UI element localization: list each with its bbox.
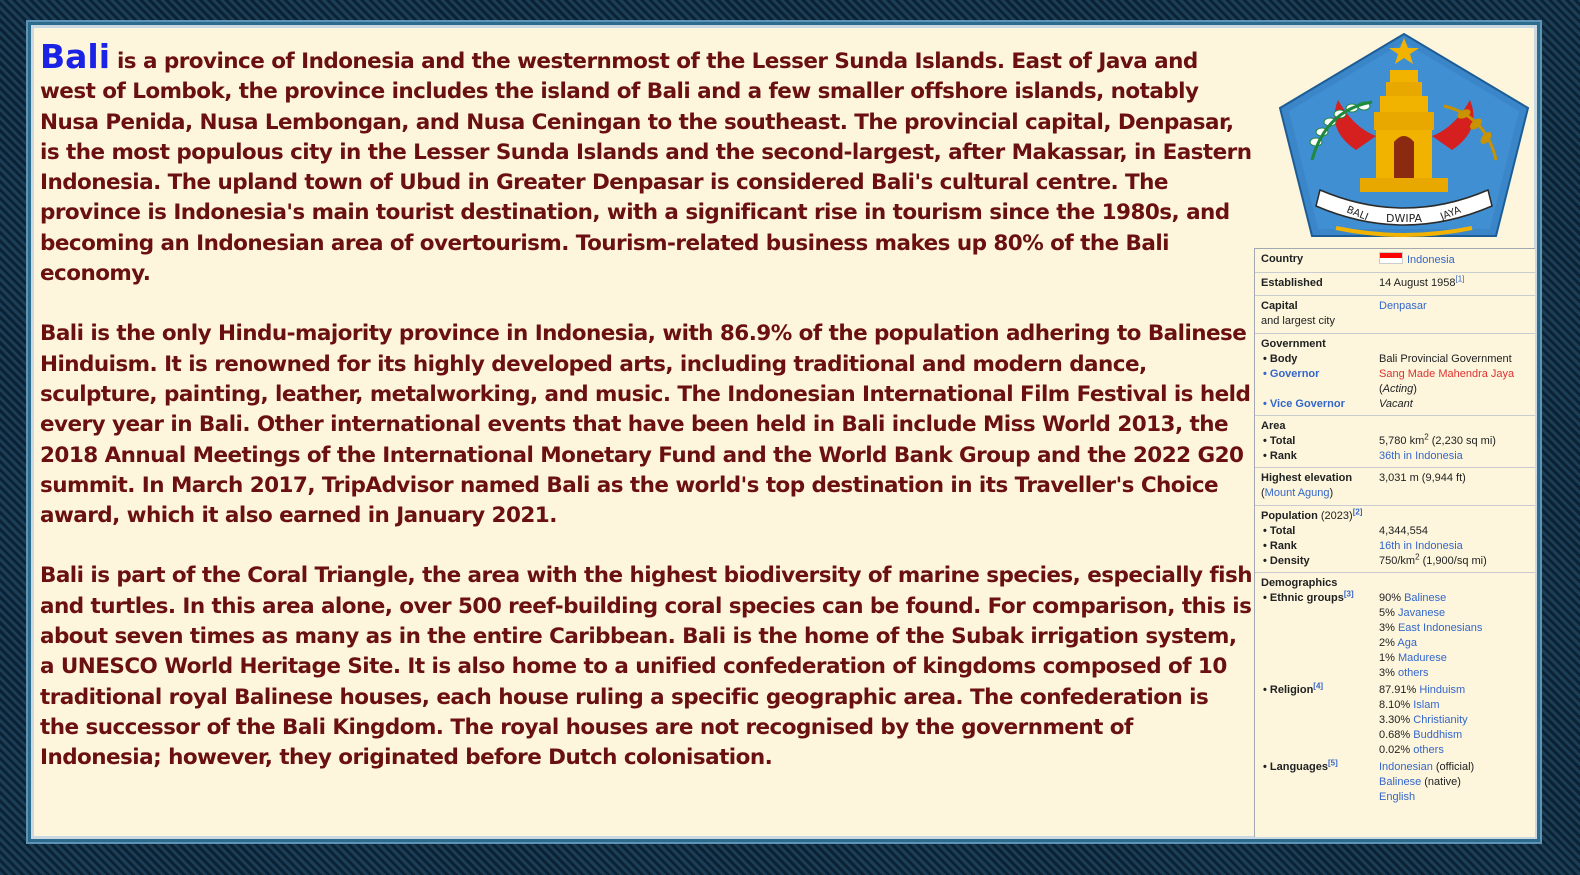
religion-link[interactable]: Hinduism (1419, 684, 1466, 696)
area-total-sup: 2 (1424, 432, 1429, 442)
country-label: Country (1261, 253, 1304, 265)
vice-governor-value: Vacant (1379, 398, 1413, 410)
infobox-group-government: Government • Body Bali Provincial Government • Governor Sang Made Mahendra Jaya (Acting) • Vice Governor Vacant (1255, 334, 1535, 416)
list-item: 2% Aga (1379, 637, 1417, 649)
list-item: 3% East Indonesians (1379, 622, 1483, 634)
ethnic-groups-list (1379, 591, 1535, 681)
area-header: Area (1261, 420, 1286, 432)
list-item: 3% others (1379, 667, 1429, 679)
area-rank-label: • Rank (1263, 450, 1297, 462)
paragraph-intro (40, 37, 1252, 289)
body-value: Bali Provincial Government (1379, 353, 1512, 365)
article-body (40, 37, 1253, 804)
religion-link[interactable]: others (1413, 744, 1444, 756)
list-item: 0.02% others (1379, 744, 1444, 756)
paragraph-biodiversity: Bali is part of the Coral Triangle, the area with the highest biodiversity of marine species, especially fish and turtles. In this area alone, over 500 reef-building coral species can be found. For comparison, this is about seven times as many as in the entire Caribbean. Bali is the home of the Subak irrigation system, a UNESCO World Heritage Site. It is also home to a unified confederation of kingdoms composed of 10 traditional royal Balinese houses, each house ruling a specific geographic area. The confederation is the successor of the Bali Kingdom. The royal houses are not recognised by the government of Indonesia; however, they originated before Dutch colonisation. (40, 563, 1253, 771)
infobox-group-demographics (1255, 573, 1535, 808)
area-total-label: • Total (1263, 435, 1296, 447)
list-item: 5% Javanese (1379, 607, 1446, 619)
list-item: 87.91% Hinduism (1379, 684, 1466, 696)
established-label: Established (1261, 277, 1323, 289)
population-year: (2023) (1317, 510, 1353, 522)
religion-list (1379, 683, 1535, 758)
elevation-label: Highest elevation (1261, 472, 1353, 484)
paragraph-intro-text: is a province of Indonesia and the westernmost of the Lesser Sunda Islands. East of Java and west of Lombok, the province includes the island of Bali and a few smaller offshore islands, notably Nusa Penida, Nusa Lembongan, and Nusa Ceningan to the southeast. The provincial capital, Denpasar, is the most populous city in the Lesser Sunda Islands and the second-largest, after Makassar, in Eastern Indonesia. The upland town of Ubud in Greater Denpasar is considered Bali's cultural centre. The province is Indonesia's main tourist destination, with a significant rise in tourism since the 1980s, and becoming an Indonesian area of overtourism. Tourism-related business makes up 80% of the Bali economy. (40, 49, 1252, 287)
list-item: 90% Balinese (1379, 592, 1447, 604)
governor-note: Acting (1382, 383, 1414, 395)
paragraph-religion-arts: Bali is the only Hindu-majority province in Indonesia, with 86.9% of the population adhering to Balinese Hinduism. It is renowned for its highly developed arts, including traditional and modern dance, sculpture, painting, leather, metalworking, and music. The Indonesian International Film Festival is held every year in Bali. Other international events that have been held in Bali include Miss World 2013, the 2018 Annual Meetings of the International Monetary Fund and the World Bank Group and the 2022 G20 summit. In March 2017, TripAdvisor named Bali as the world's top destination in its Traveller's Choice award, which it also earned in January 2021. (40, 321, 1251, 529)
infobox-row-elevation: Highest elevation (Mount Agung) 3,031 m (9,944 ft) (1255, 468, 1535, 506)
established-value: 14 August 1958 (1379, 277, 1456, 289)
pop-density-value: 750/km (1379, 555, 1416, 567)
list-item: 3.30% Christianity (1379, 714, 1468, 726)
pop-density-label: • Density (1263, 555, 1310, 567)
mount-agung-link[interactable]: Mount Agung (1264, 487, 1330, 499)
ethnic-link[interactable]: Javanese (1397, 607, 1446, 619)
languages-list (1379, 760, 1535, 805)
list-item (1379, 790, 1535, 805)
ethnic-link[interactable]: others (1397, 667, 1429, 679)
list-item: 1% Madurese (1379, 652, 1447, 664)
ethnic-link[interactable]: Madurese (1397, 652, 1447, 664)
capital-sublabel: and largest city (1261, 315, 1335, 327)
banner-right-text: JAYA (1439, 204, 1463, 223)
banner-mid-text: DWIPA (1386, 212, 1423, 225)
population-header: Population (1261, 510, 1318, 522)
demographics-header: Demographics (1261, 577, 1338, 589)
banner-left-text: BALI (1344, 204, 1370, 224)
ethnic-link[interactable]: Balinese (1404, 592, 1447, 604)
infobox-row-capital (1255, 296, 1535, 334)
body-label: • Body (1263, 353, 1298, 365)
infobox-row-established (1255, 273, 1535, 296)
list-item: Balinese (native) (1379, 776, 1461, 788)
religion-link[interactable]: Islam (1413, 699, 1440, 711)
capital-label: Capital (1261, 300, 1298, 312)
governor-label-link[interactable]: • Governor (1263, 368, 1320, 380)
languages-label: • Languages (1263, 761, 1328, 773)
vice-governor-label-link[interactable]: • Vice Governor (1263, 398, 1345, 410)
area-total-value: 5,780 km (1379, 435, 1425, 447)
ethnic-groups-label: • Ethnic groups (1263, 592, 1344, 604)
capital-link[interactable]: Denpasar (1379, 300, 1427, 312)
bali-coat-of-arms-icon (1276, 30, 1532, 242)
country-link[interactable]: Indonesia (1407, 254, 1455, 266)
infobox-group-area (1255, 416, 1535, 468)
pop-density-paren: (1,900/sq mi) (1419, 555, 1487, 567)
infobox (1254, 248, 1535, 837)
population-ref-link[interactable]: [2] (1352, 507, 1363, 517)
pop-rank-link[interactable]: 16th in Indonesia (1379, 540, 1463, 552)
language-link[interactable]: Indonesian (1379, 761, 1433, 773)
list-item: Indonesian (official) (1379, 761, 1475, 773)
pop-density-sup: 2 (1415, 552, 1420, 562)
languages-ref-link[interactable]: [5] (1327, 758, 1338, 768)
area-total-paren: (2,230 sq mi) (1428, 435, 1496, 447)
indonesia-flag-icon (1379, 252, 1403, 264)
ethnic-link[interactable]: East Indonesians (1397, 622, 1483, 634)
list-item: 0.68% Buddhism (1379, 729, 1463, 741)
list-item: 8.10% Islam (1379, 699, 1440, 711)
religion-link[interactable]: Christianity (1413, 714, 1468, 726)
language-link[interactable]: Balinese (1379, 776, 1422, 788)
established-ref-link[interactable]: [1] (1455, 274, 1465, 284)
pop-total-label: • Total (1263, 525, 1296, 537)
governor-link[interactable]: Sang Made Mahendra Jaya (1379, 368, 1515, 380)
ethnic-ref-link[interactable]: [3] (1343, 589, 1354, 599)
infobox-group-population (1255, 506, 1535, 573)
infobox-row-country (1255, 249, 1535, 273)
religion-link[interactable]: Buddhism (1413, 729, 1463, 741)
government-header: Government (1261, 338, 1326, 350)
area-rank-link[interactable]: 36th in Indonesia (1379, 450, 1463, 462)
elevation-value: 3,031 m (9,944 ft) (1379, 472, 1466, 484)
pop-total-value: 4,344,554 (1379, 525, 1428, 537)
ethnic-link[interactable]: Aga (1397, 637, 1417, 649)
religion-label: • Religion (1263, 684, 1314, 696)
religion-ref-link[interactable]: [4] (1313, 681, 1324, 691)
article-title: Bali (40, 37, 111, 76)
language-link[interactable]: English (1379, 791, 1416, 803)
pop-rank-label: • Rank (1263, 540, 1297, 552)
